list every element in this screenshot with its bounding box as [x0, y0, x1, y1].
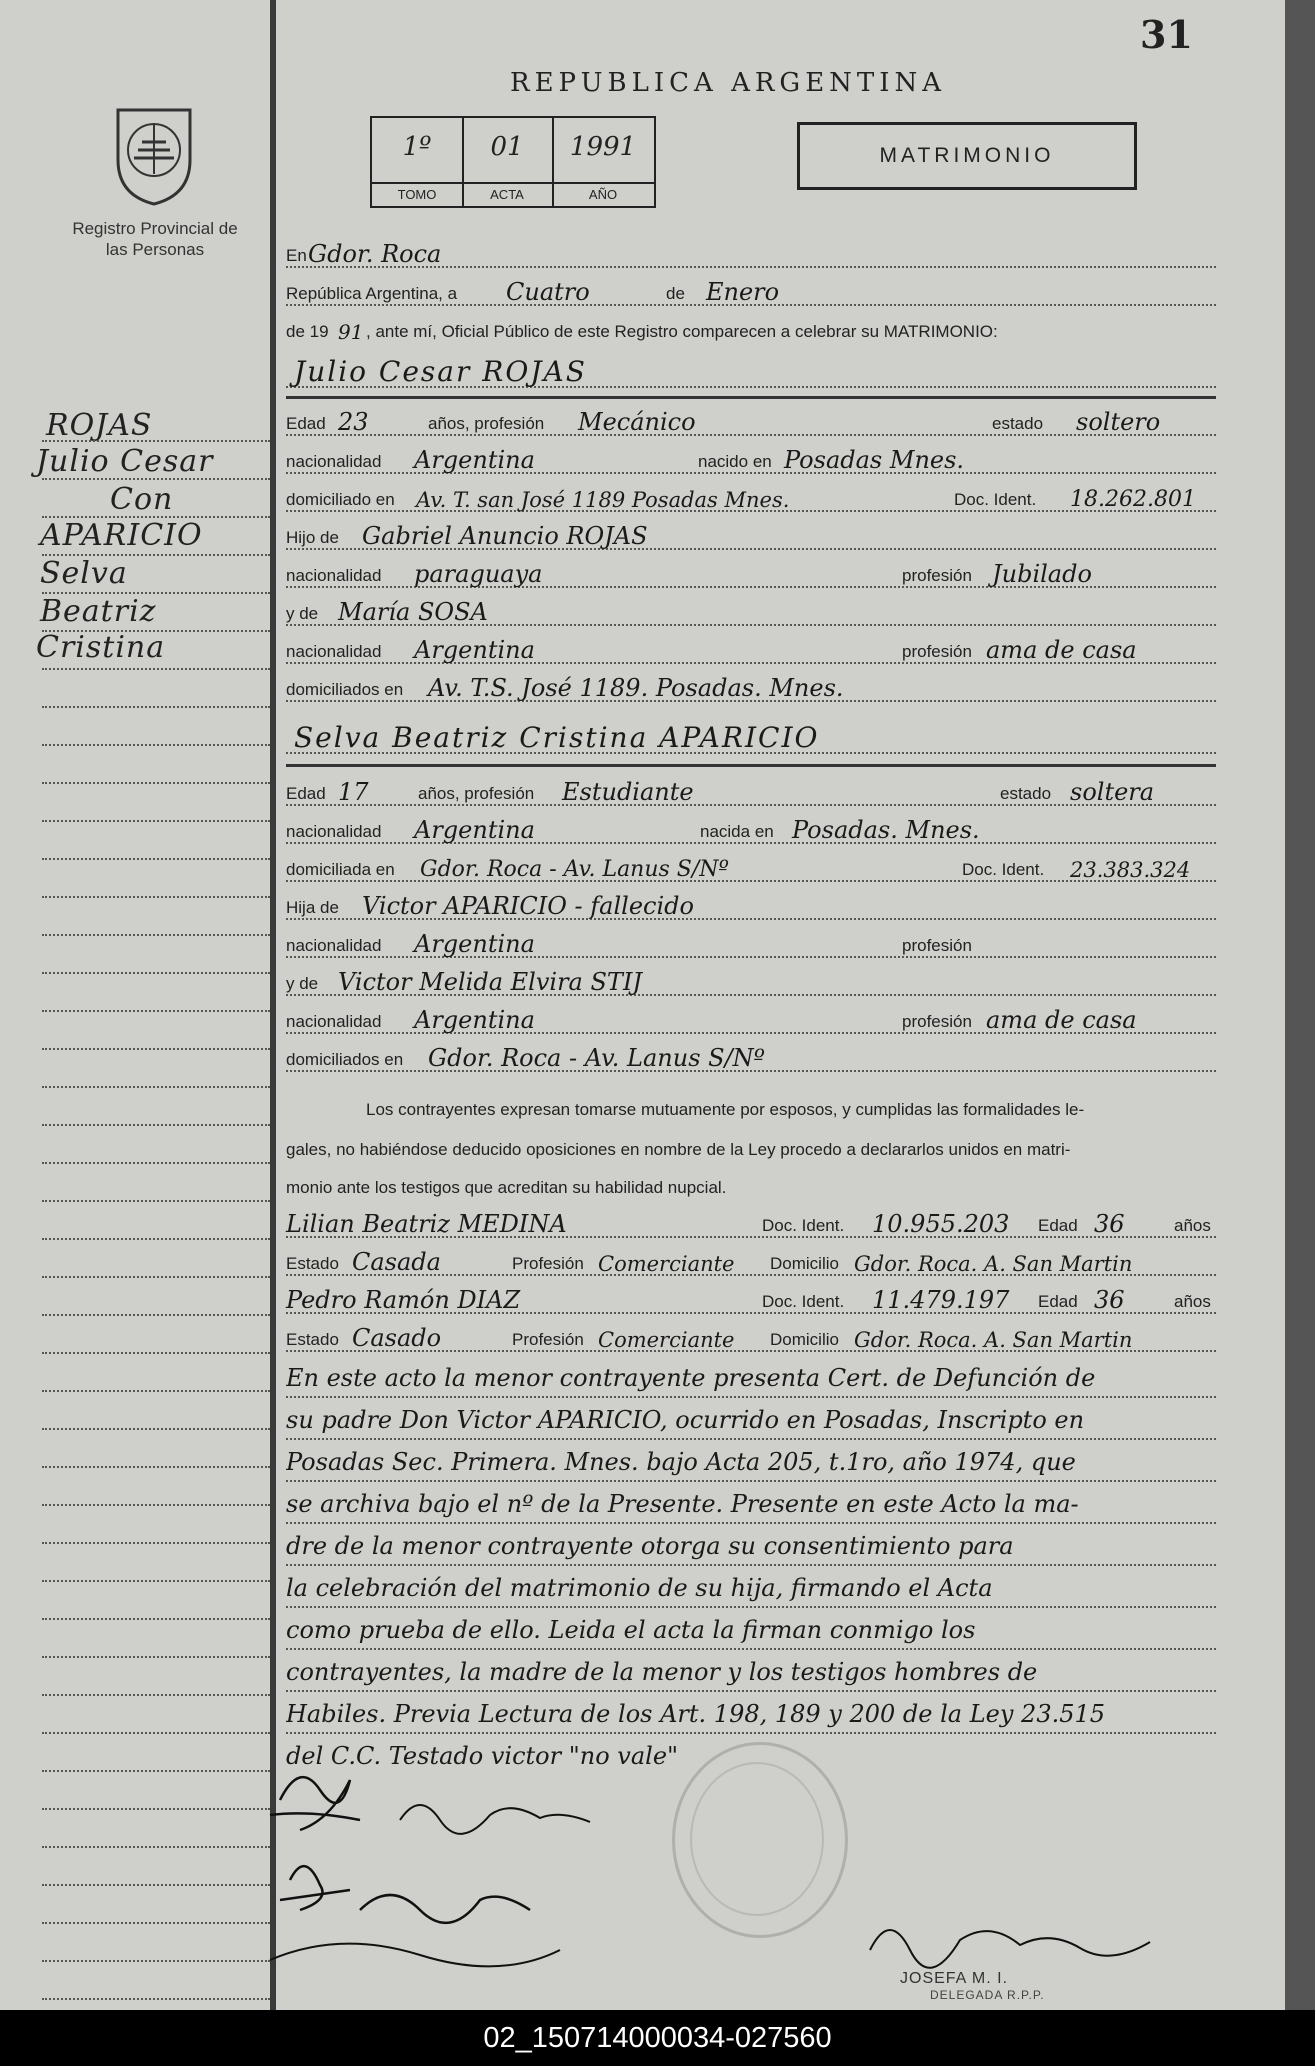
- nacionalidad-label: nacionalidad: [286, 566, 382, 585]
- comparecen-text: , ante mí, Oficial Público de este Registro comparecen a celebrar su MATRIMONIO:: [366, 322, 998, 341]
- edad-label: Edad: [1038, 1292, 1078, 1311]
- margin-name: Selva: [40, 556, 128, 591]
- c1-padres-dom-row: [286, 670, 1216, 706]
- anio-value: 1991: [569, 132, 637, 162]
- testigo2-nombre: Pedro Ramón DIAZ: [286, 1286, 521, 1314]
- margin-line: [42, 1770, 270, 1772]
- c2-profesion: Estudiante: [562, 778, 694, 806]
- c2-nac-row: [286, 812, 1216, 848]
- observacion-line: dre de la menor contrayente otorga su consentimiento para: [286, 1528, 1216, 1566]
- testigo1-nombre: Lilian Beatriz MEDINA: [286, 1210, 567, 1238]
- c2-padre-nac: Argentina: [414, 930, 535, 958]
- profesion-label: profesión: [902, 936, 972, 955]
- tomo-label: TOMO: [372, 182, 462, 206]
- separator: [286, 764, 1216, 767]
- row-fecha: [286, 274, 1216, 310]
- c2-padres-dom-row: [286, 1040, 1216, 1076]
- oficial-cargo: DELEGADA R.P.P.: [930, 1988, 1045, 2002]
- testigo1-doc: 10.955.203: [872, 1210, 1010, 1238]
- c2-edad: 17: [338, 778, 369, 806]
- yde-label: y de: [286, 604, 319, 623]
- margin-line: [42, 1808, 270, 1810]
- c1-edad: 23: [338, 408, 369, 436]
- margin-name: Beatriz: [40, 594, 157, 629]
- c2-edad-row: [286, 774, 1216, 810]
- domiciliado-label: domiciliado en: [286, 490, 395, 509]
- c2-madre-prof: ama de casa: [986, 1006, 1137, 1034]
- c1-madre-nac: Argentina: [414, 636, 535, 664]
- margin-line: [42, 630, 270, 632]
- page-number: 31: [1140, 12, 1193, 57]
- edad-label: Edad: [286, 414, 326, 433]
- c1-nombre-row: [286, 356, 1216, 392]
- margin-line: [42, 744, 270, 746]
- domiciliados-label: domiciliados en: [286, 1050, 404, 1069]
- margin-line: [42, 668, 270, 670]
- c1-madre-prof: ama de casa: [986, 636, 1137, 664]
- margin-line: [42, 1200, 270, 1202]
- acta-cell: [462, 118, 554, 206]
- profesion-label: profesión: [902, 566, 972, 585]
- margin-line: [42, 972, 270, 974]
- margin-line: [42, 1694, 270, 1696]
- row-anio: [286, 312, 1216, 348]
- estado-label: Estado: [286, 1254, 339, 1273]
- margin-line: [42, 1390, 270, 1392]
- signatures: [260, 1760, 720, 1990]
- testigo2-estado-row: [286, 1320, 1216, 1356]
- margin-line: [42, 782, 270, 784]
- c1-padre-row: [286, 518, 1216, 554]
- nacionalidad-label: nacionalidad: [286, 936, 382, 955]
- margin-line: [42, 1086, 270, 1088]
- observacion-line: Posadas Sec. Primera. Mnes. bajo Acta 205, t.1ro, año 1974, que: [286, 1444, 1216, 1482]
- separator: [286, 396, 1216, 399]
- testigo2-profesion: Comerciante: [598, 1328, 735, 1352]
- nacido-label: nacido en: [698, 452, 772, 471]
- anio-label: AÑO: [552, 182, 654, 206]
- margin-line: [42, 1352, 270, 1354]
- c1-madre-nac-row: [286, 632, 1216, 668]
- testigo1-edad: 36: [1094, 1210, 1125, 1238]
- doc-label: Doc. Ident.: [954, 490, 1037, 509]
- c2-nombre: Selva Beatriz Cristina APARICIO: [294, 721, 820, 754]
- margin-line: [42, 478, 270, 480]
- c1-nacionalidad: Argentina: [414, 446, 535, 474]
- anios-prof-label: años, profesión: [418, 784, 535, 803]
- c1-dom-row: [286, 480, 1216, 516]
- mes-value: Enero: [706, 278, 780, 306]
- nacionalidad-label: nacionalidad: [286, 642, 382, 661]
- c2-domicilio: Gdor. Roca - Av. Lanus S/Nº: [420, 857, 729, 882]
- republica-label: República Argentina, a: [286, 284, 458, 303]
- estado-label: Estado: [286, 1330, 339, 1349]
- c1-edad-row: [286, 404, 1216, 440]
- yde-label: y de: [286, 974, 319, 993]
- margin-line: [42, 1010, 270, 1012]
- margin-line: [42, 1466, 270, 1468]
- registro-provincial-label: Registro Provincial de las Personas: [72, 219, 238, 259]
- acta-value: 01: [490, 132, 524, 162]
- doc-label: Doc. Ident.: [962, 860, 1045, 879]
- c1-madre: María SOSA: [338, 598, 488, 626]
- doc-label: Doc. Ident.: [762, 1216, 845, 1235]
- lugar-value: Gdor. Roca: [308, 240, 442, 268]
- margin-line: [42, 1314, 270, 1316]
- c1-profesion: Mecánico: [578, 408, 696, 436]
- c1-nacido: Posadas Mnes.: [784, 446, 965, 474]
- testigo2-estado: Casado: [352, 1324, 442, 1352]
- c2-padre-nac-row: [286, 926, 1216, 962]
- observacion-line: del C.C. Testado victor "no vale": [286, 1742, 679, 1770]
- c2-padre: Victor APARICIO - fallecido: [362, 892, 694, 920]
- margin-line: [42, 1960, 270, 1962]
- margin-line: [42, 1884, 270, 1886]
- c1-padre-prof: Jubilado: [992, 560, 1092, 588]
- de19-label: de 19: [286, 322, 329, 341]
- margin-line: [42, 440, 270, 442]
- testigo1-row: [286, 1206, 1216, 1242]
- formula-line: monio ante los testigos que acreditan su habilidad nupcial.: [286, 1178, 727, 1197]
- c1-domicilio: Av. T. san José 1189 Posadas Mnes.: [416, 488, 790, 512]
- c2-madre-row: [286, 964, 1216, 1000]
- observacion-line: En este acto la menor contrayente presenta Cert. de Defunción de: [286, 1360, 1216, 1398]
- testigo2-edad: 36: [1094, 1286, 1125, 1314]
- margin-name: Julio Cesar: [36, 444, 214, 479]
- margin-name: APARICIO: [40, 518, 203, 553]
- margin-line: [42, 1504, 270, 1506]
- c2-dom-row: [286, 850, 1216, 886]
- margin-line: [42, 1618, 270, 1620]
- c1-doc: 18.262.801: [1070, 487, 1196, 512]
- testigo2-doc: 11.479.197: [872, 1286, 1010, 1314]
- margin-line: [42, 1922, 270, 1924]
- c2-doc: 23.383.324: [1070, 858, 1191, 882]
- observacion-line: la celebración del matrimonio de su hija, firmando el Acta: [286, 1570, 1216, 1608]
- edad-label: Edad: [1038, 1216, 1078, 1235]
- observacion-line: se archiva bajo el nº de la Presente. Presente en este Acto la ma-: [286, 1486, 1216, 1524]
- margin-line: [42, 858, 270, 860]
- profesion-label: profesión: [902, 1012, 972, 1031]
- c1-madre-row: [286, 594, 1216, 630]
- margin-line: [42, 592, 270, 594]
- page-spine: [270, 0, 276, 2010]
- observacion-line: su padre Don Victor APARICIO, ocurrido en Posadas, Inscripto en: [286, 1402, 1216, 1440]
- margin-line: [42, 516, 270, 518]
- c2-nacida: Posadas. Mnes.: [792, 816, 980, 844]
- nacionalidad-label: nacionalidad: [286, 822, 382, 841]
- c1-padre: Gabriel Anuncio ROJAS: [362, 522, 648, 550]
- testigo2-row: [286, 1282, 1216, 1318]
- c2-madre: Victor Melida Elvira STIJ: [338, 968, 643, 996]
- document-title: REPUBLICA ARGENTINA: [510, 68, 947, 98]
- observacion-line: como prueba de ello. Leida el acta la firman conmigo los: [286, 1612, 1216, 1650]
- domicilio-label: Domicilio: [770, 1254, 839, 1273]
- anios-label: años: [1174, 1216, 1211, 1235]
- formula-line: Los contrayentes expresan tomarse mutuamente por esposos, y cumplidas las formalidades le-: [366, 1100, 1085, 1119]
- anios-prof-label: años, profesión: [428, 414, 545, 433]
- margin-line: [42, 1238, 270, 1240]
- margin-line: [42, 1656, 270, 1658]
- margin-line: [42, 934, 270, 936]
- hijo-label: Hijo de: [286, 528, 339, 547]
- profesion-label: Profesión: [512, 1330, 584, 1349]
- testigo1-profesion: Comerciante: [598, 1252, 735, 1276]
- c1-estado: soltero: [1076, 408, 1161, 436]
- row-lugar: [286, 236, 1216, 272]
- nacionalidad-label: nacionalidad: [286, 1012, 382, 1031]
- nacida-label: nacida en: [700, 822, 774, 841]
- profesion-label: Profesión: [512, 1254, 584, 1273]
- margin-name: Cristina: [36, 630, 166, 665]
- nacionalidad-label: nacionalidad: [286, 452, 382, 471]
- c1-nombre: Julio Cesar ROJAS: [294, 355, 587, 388]
- c1-padre-nac-row: [286, 556, 1216, 592]
- book-edge: [1285, 0, 1315, 2010]
- margin-line: [42, 1542, 270, 1544]
- profesion-label: profesión: [902, 642, 972, 661]
- margin-line: [42, 554, 270, 556]
- c2-madre-nac: Argentina: [414, 1006, 535, 1034]
- margin-line: [42, 1162, 270, 1164]
- margin-line: [42, 706, 270, 708]
- oficial-name: JOSEFA M. I.: [900, 1970, 1009, 1987]
- margin-line: [42, 1580, 270, 1582]
- c1-padres-dom: Av. T.S. José 1189. Posadas. Mnes.: [428, 674, 844, 702]
- margin-line: [42, 1276, 270, 1278]
- testigo1-domicilio: Gdor. Roca. A. San Martin: [854, 1252, 1133, 1276]
- de-label: de: [666, 284, 685, 303]
- margin-name: Con: [110, 482, 174, 517]
- c2-estado: soltera: [1070, 778, 1155, 806]
- c2-nombre-row: [286, 722, 1216, 758]
- margin-line: [42, 896, 270, 898]
- domiciliada-label: domiciliada en: [286, 860, 395, 879]
- margin-line: [42, 820, 270, 822]
- margin-line: [42, 1048, 270, 1050]
- en-label: En: [286, 246, 307, 265]
- matrimonio-box: MATRIMONIO: [797, 122, 1137, 190]
- anios-label: años: [1174, 1292, 1211, 1311]
- estado-label: estado: [1000, 784, 1052, 803]
- doc-label: Doc. Ident.: [762, 1292, 845, 1311]
- c2-padre-row: [286, 888, 1216, 924]
- c2-padres-dom: Gdor. Roca - Av. Lanus S/Nº: [428, 1044, 765, 1072]
- acta-label: ACTA: [462, 182, 552, 206]
- domicilio-label: Domicilio: [770, 1330, 839, 1349]
- footer-id: 02_150714000034-027560: [0, 2010, 1315, 2066]
- margin-line: [42, 1732, 270, 1734]
- c1-nac-row: [286, 442, 1216, 478]
- dia-value: Cuatro: [506, 278, 590, 306]
- anio-handwritten: 91: [338, 320, 364, 344]
- testigo2-domicilio: Gdor. Roca. A. San Martin: [854, 1328, 1133, 1352]
- observacion-line: Habiles. Previa Lectura de los Art. 198, 189 y 200 de la Ley 23.515: [286, 1696, 1216, 1734]
- margin-name: ROJAS: [46, 408, 153, 443]
- testigo1-estado-row: [286, 1244, 1216, 1280]
- hija-label: Hija de: [286, 898, 339, 917]
- formula-line: gales, no habiéndose deducido oposiciones en nombre de la Ley procedo a declararlos unidos en matri-: [286, 1140, 1071, 1159]
- tomo-value: 1º: [402, 132, 432, 162]
- c1-padre-nac: paraguaya: [414, 560, 543, 588]
- domiciliados-label: domiciliados en: [286, 680, 404, 699]
- margin-line: [42, 1846, 270, 1848]
- registro-seal-icon: [108, 100, 200, 206]
- observacion-line: contrayentes, la madre de la menor y los testigos hombres de: [286, 1654, 1216, 1692]
- edad-label: Edad: [286, 784, 326, 803]
- anio-cell: [552, 118, 654, 206]
- c2-madre-nac-row: [286, 1002, 1216, 1038]
- margin-line: [42, 1428, 270, 1430]
- margin-column: [0, 0, 270, 2010]
- tomo-cell: [372, 118, 464, 206]
- registro-box: [370, 116, 656, 208]
- estado-label: estado: [992, 414, 1044, 433]
- testigo1-estado: Casada: [352, 1248, 441, 1276]
- margin-line: [42, 1998, 270, 2000]
- c2-nacionalidad: Argentina: [414, 816, 535, 844]
- margin-line: [42, 1124, 270, 1126]
